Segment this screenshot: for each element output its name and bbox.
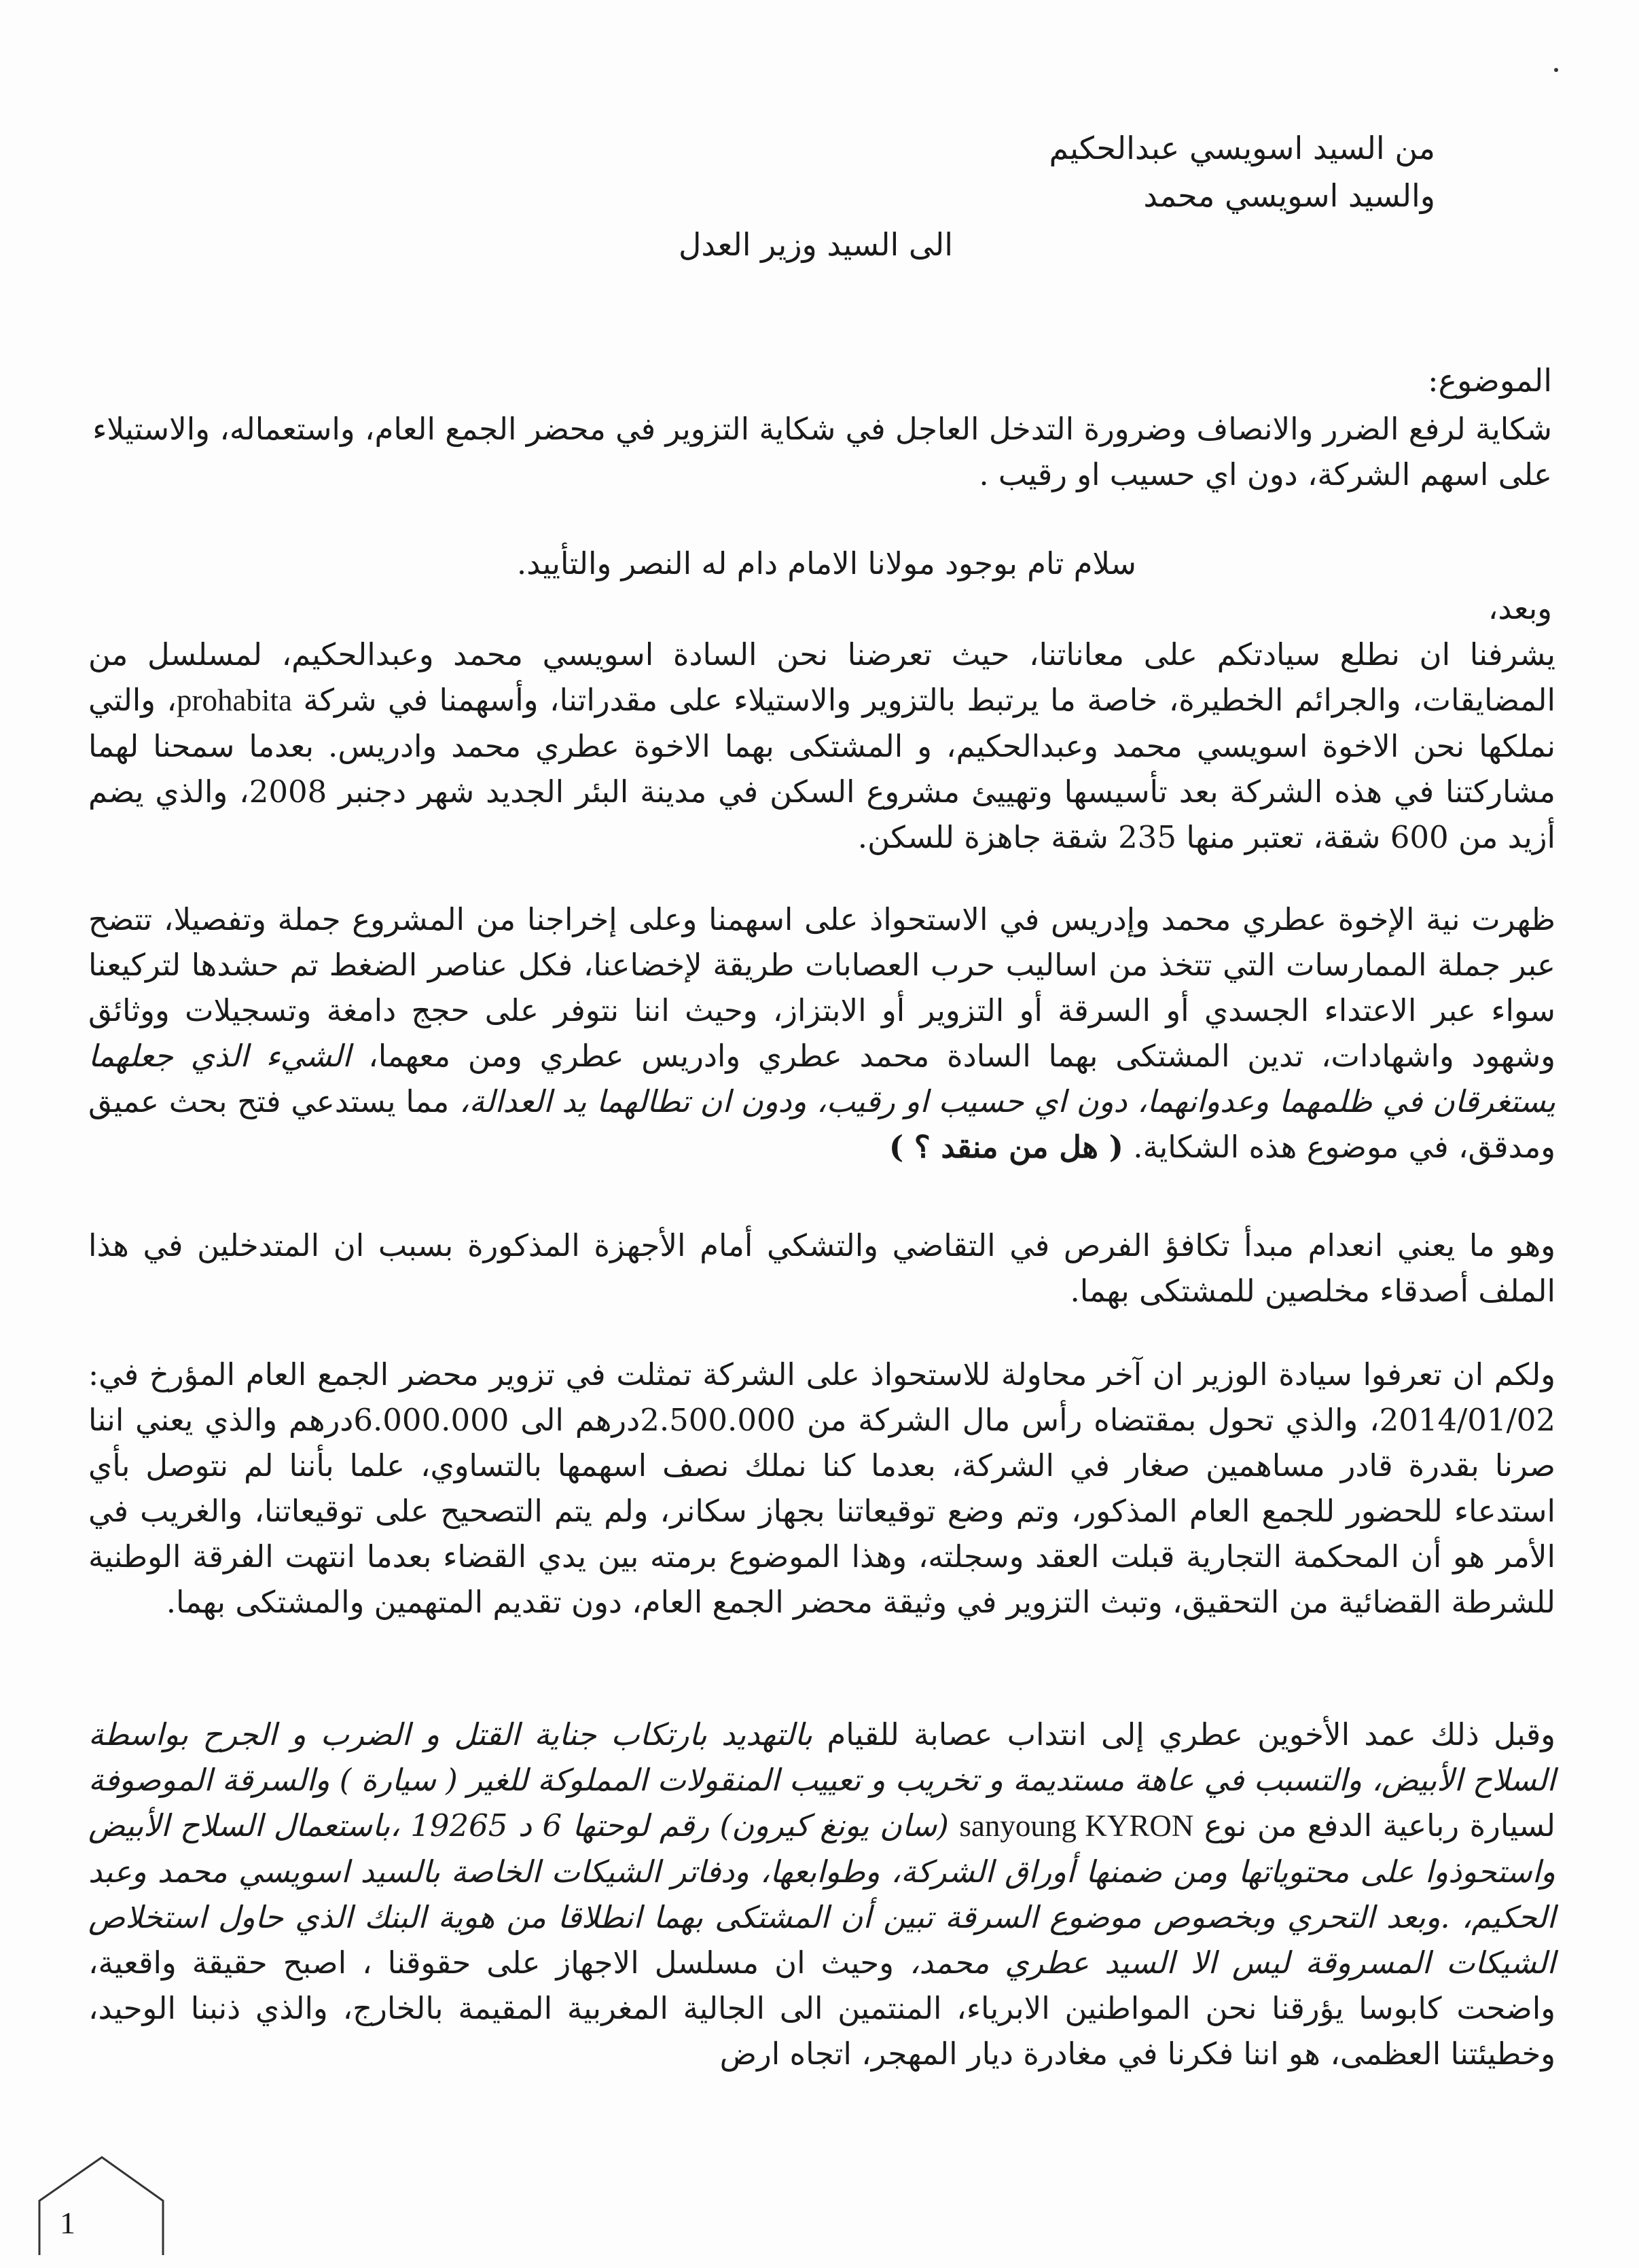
opening-word: وبعد، <box>1488 590 1552 626</box>
greeting: سلام تام بوجود مولانا الامام دام له النصر والتأييد. <box>516 545 1136 581</box>
subject-text: شكاية لرفع الضرر والانصاف وضرورة التدخل العاجل في شكاية التزوير في محضر الجمع العام، واستعماله، والاستيلاء على اسهم الشركة، دون اي حسيب او رقيب . <box>92 411 1552 492</box>
paragraph-4-text: ولكم ان تعرفوا سيادة الوزير ان آخر محاولة للاستحواذ على الشركة تمثلت في تزوير محضر الجمع العام المؤرخ في: 2014/01/02، والذي تحول بمقتضاه رأس مال الشركة من 2.500.000درهم الى 6.000.000درهم والذي يعني اننا صرنا بقدرة قادر مساهمين صغار في الشركة، بعدما كنا نملك نصف اسهمها بالتساوي، علما بأننا لم نتوصل بأي استدعاء للحضور للجمع العام المذكور، وتم وضع توقيعاتنا بجهاز سكانر، ولم يتم التصحيح على توقيعاتنا، والغريب في الأمر هو أن المحكمة التجارية قبلت العقد وسجلته، وهذا الموضوع برمته بين يدي القضاء بعدما انتهت الفرقة الوطنية للشرطة القضائية من التحقيق، وتبث التزوير في وثيقة محضر الجمع العام، دون تقديم المتهمين والمشتكى بهما. <box>88 1356 1555 1620</box>
paragraph-5-text-b: لسيارة رباعية الدفع من نوع <box>1204 1807 1556 1843</box>
paragraph-2-text-b: مما يستدعي فتح بحث عميق ومدقق، في موضوع هذه الشكاية. <box>88 1083 1555 1165</box>
paragraph-4 <box>88 1352 1555 1625</box>
recipient-line: الى السيد وزير العدل <box>678 226 953 263</box>
question-callout: ( هل من منقد ؟ ) <box>888 1129 1123 1165</box>
paragraph-5-text-c: وحيث ان مسلسل الاجهاز على حقوقنا ، اصبح حقيقة واقعية، واضحت كابوسا يؤرقنا نحن المواطنين الابرياء، المنتمين الى الجالية المغربية المقيمة بالخارج، والذي ذنبنا الوحيد، وخطيئتنا العظمى، هو اننا فكرنا في مغادرة ديار المهجر، اتجاه ارض <box>88 1945 1555 2072</box>
paragraph-2-italic: الشيء الذي جعلهما يستغرقان في ظلمهما وعدوانهما، دون اي حسيب او رقيب، ودون ان تطالهما يد العدالة، <box>88 1038 1555 1119</box>
paragraph-2-text-a: ظهرت نية الإخوة عطري محمد وإدريس في الاستحواذ على اسهمنا وعلى إخراجنا من المشروع جملة وتفصيلا، تتضح عبر جملة الممارسات التي تتخذ من اساليب حرب العصابات طريقة لإخضاعنا، فكل عناصر الضغط تم حشدها لتركيعنا سواء عبر الاعتداء الجسدي أو السرقة أو التزوير أو الابتزاز، وحيث اننا نتوفر على حجج دامغة وتسجيلات ووثائق وشهود واشهادات، تدين المشتكى بهما السادة محمد عطري وادريس عطري ومن معهما، <box>88 901 1555 1074</box>
page-number: 1 <box>60 2206 75 2240</box>
paragraph-3-text: وهو ما يعني انعدام مبدأ تكافؤ الفرص في التقاضي والتشكي أمام الأجهزة المذكورة بسبب ان المتدخلين في هذا الملف أصدقاء مخلصين للمشتكى بهما. <box>88 1227 1555 1309</box>
page-marker-shape <box>27 2153 170 2262</box>
paragraph-1-text-a: يشرفنا ان نطلع سيادتكم على معاناتنا، حيث تعرضنا نحن السادة اسويسي محمد وعبدالحكيم، لمسلسل من المضايقات، والجرائم الخطيرة، خاصة ما يرتبط بالتزوير والاستيلاء على مقدراتنا، وأسهمنا في شركة <box>88 636 1556 718</box>
car-model: sanyoung KYRON <box>959 1809 1194 1843</box>
paragraph-1-text-b: ، والتي نملكها نحن الاخوة اسويسي محمد وعبدالحكيم، و المشتكى بهما الاخوة عطري محمد وادريس. بعدما سمحنا لهما مشاركتنا في هذه الشركة بعد تأسيسها وتهييئ مشروع السكن في مدينة البئر الجديد شهر دجنبر 2008، والذي يضم أزيد من 600 شقة، تعتبر منها 235 شقة جاهزة للسكن. <box>88 682 1555 855</box>
scan-speck <box>1554 68 1558 72</box>
paragraph-5-italic-a: بالتهديد بارتكاب جناية القتل و الضرب و الجرح بواسطة السلاح الأبيض، والتسبب في عاهة مستديمة و تخريب و تعييب المنقولات المملوكة للغير ( سيارة ) والسرقة الموصوفة <box>88 1716 1555 1798</box>
paragraph-3 <box>88 1223 1555 1314</box>
paragraph-1 <box>88 632 1555 860</box>
subject-label: الموضوع: <box>1428 362 1552 399</box>
paragraph-5-italic-b: (سان يونغ كيرون) رقم لوحتها 6 د 19265 ،باستعمال السلاح الأبيض واستحوذوا على محتوياتها ومن ضمنها أوراق الشركة، وطوابعها، ودفاتر الشيكات الخاصة بالسيد اسويسي محمد وعبد الحكيم، .وبعد التحري وبخصوص موضوع السرقة تبين أن المشتكى بهما انطلاقا من هوية البنك الذي حاول استخلاص الشيكات المسروقة ليس الا السيد عطري محمد، <box>88 1807 1555 1981</box>
sender-line-2: والسيد اسويسي محمد <box>1143 177 1435 214</box>
paragraph-5 <box>88 1712 1555 2076</box>
paragraph-2 <box>88 897 1555 1170</box>
company-name: prohabita <box>177 683 292 717</box>
sender-line-1: من السيد اسويسي عبدالحكيم <box>1049 130 1435 166</box>
paragraph-5-text-a: وقبل ذلك عمد الأخوين عطري إلى انتداب عصابة للقيام <box>827 1716 1555 1752</box>
